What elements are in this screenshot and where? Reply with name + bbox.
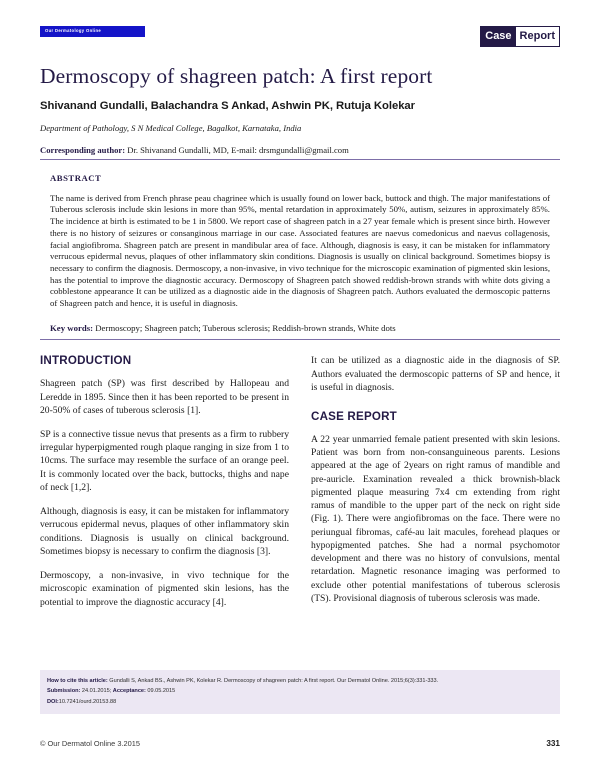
paragraph: SP is a connective tissue nevus that presents as a firm to rubbery irregular hyperpigmented rough plaque ranging in size from 1 to 10cms. The surface may resemble the surface of an orange peel. It is commonly located over the back, buttocks, thighs and nape of neck [1,2]. xyxy=(40,428,289,493)
page-number: 331 xyxy=(546,739,560,748)
paragraph: Dermoscopy, a non-invasive, in vivo technique for the microscopic examination of pigmented skin lesions, has the potential to improve the diagnostic accuracy [4]. xyxy=(40,570,289,608)
badge-case-label: Case xyxy=(481,27,515,46)
acceptance-value: 09.05.2015 xyxy=(147,688,176,695)
abstract-heading: ABSTRACT xyxy=(50,172,102,183)
abstract-section xyxy=(40,173,560,341)
keywords-value: Dermoscopy; Shagreen patch; Tuberous sclerosis; Reddish-brown strands, White dots xyxy=(95,322,396,333)
how-to-cite-label: How to cite this article: xyxy=(47,677,108,684)
paragraph: A 22 year unmarried female patient presented with skin lesions. Patient was born from non-consanguineous parents. Lesions appeared at the age of 2years on right ramus of mandible and pre-auricle. Examination revealed a thick brownish-black pigmented plaque measuring 7x4 cm extending from right ramus of mandible to the upper part of the neck on right side (Fig. 1). There were angiofibromas on the face. There were no periungual fibromas, café-au lait macules, forehead plaques or hypopigmented patches. She had a normal psychomotor development and there was no history of convulsions, mental retardation. Magnetic resonance imaging was performed to exclude other potential manifestations of tuberous sclerosis (TS). Provisional diagnosis of tuberous sclerosis was made. xyxy=(311,433,560,604)
doi-value[interactable]: 10.7241/ourd.20153.88 xyxy=(58,698,117,705)
article-type-badge xyxy=(480,26,560,47)
doi-line xyxy=(47,697,553,707)
left-column xyxy=(40,354,289,609)
how-to-cite-value: Gundalli S, Ankad BS., Ashwin PK, Kolekar R. Dermoscopy of shagreen patch: A first report. Our Dermatol Online. 2015;6(3):331-333. xyxy=(109,677,439,684)
masthead xyxy=(40,0,560,58)
page-footer xyxy=(40,739,560,748)
submission-label: Submission: xyxy=(47,688,81,695)
journal-logo: Our Dermatology Online xyxy=(40,26,145,37)
section-heading-introduction: INTRODUCTION xyxy=(40,354,132,368)
body-columns xyxy=(40,354,560,609)
doi-label: DOI: xyxy=(47,698,59,705)
badge-report-label: Report xyxy=(516,27,559,46)
submission-line xyxy=(47,686,553,696)
how-to-cite-line xyxy=(47,676,553,686)
abstract-body: The name is derived from French phrase peau chagrinee which is usually found on lower back, buttock and thigh. The major manifestations of Tuberous sclerosis include skin lesions in more than 95%, mental retardation in approximately 50%, autism, seizures in approximately 85%. The incidence at birth is estimated to be 1 in 5800. We report case of shagreen patch in a 27 year female which is present since birth. However there is no history of seizures or consanginous marriage in our case. Associated features are naevus comedonicus and naevus collagenosis, facial angiofibroma. Shagreen patch are present in mandibular area of face. Although, diagnosis is easy, it can be mistaken for inflammatory verrucous epidermal nevus, plaques of other inflammatory skin conditions. Diagnosis is usually on clinical background. Sometimes biopsy is necessary to confirm the diagnosis. Dermoscopy, a non-invasive, in vivo technique for the microscopic examination of pigmented skin lesions, has the potential to improve the diagnostic accuracy. Dermoscopy of Shagreen patch showed reddish-brown strands with white dots giving a cobblestone appearance It can be utilized as a diagnostic aide in the diagnosis of Shagreen patch. Authors evaluated the dermoscopic patterns of Shagreen patch and hence, it is useful in diagnosis. xyxy=(50,192,551,309)
author-list: Shivanand Gundalli, Balachandra S Ankad, Ashwin PK, Rutuja Kolekar xyxy=(40,99,416,112)
corresponding-author-label: Corresponding author: xyxy=(40,144,126,155)
corresponding-author-value: Dr. Shivanand Gundalli, MD, E-mail: drsmgundalli@gmail.com xyxy=(127,144,349,155)
submission-value: 24.01.2015; xyxy=(81,688,112,695)
right-column xyxy=(311,354,560,609)
citation-box xyxy=(40,670,560,714)
page-title: Dermoscopy of shagreen patch: A first report xyxy=(40,64,433,88)
corresponding-author xyxy=(40,145,560,160)
keywords-label: Key words: xyxy=(50,322,94,333)
affiliation: Department of Pathology, S N Medical College, Bagalkot, Karnataka, India xyxy=(40,122,302,133)
acceptance-label: Acceptance: xyxy=(112,688,146,695)
section-heading-case-report: CASE REPORT xyxy=(311,409,397,423)
paragraph: Shagreen patch (SP) was first described by Hallopeau and Leredde in 1895. Since then it has been reported to be present in 20-50% of cases of tuberous sclerosis [1]. xyxy=(40,378,289,416)
keywords xyxy=(50,323,550,334)
paragraph: It can be utilized as a diagnostic aide in the diagnosis of SP. Authors evaluated the dermoscopic patterns of SP and hence, it is useful in diagnosis. xyxy=(311,355,560,393)
copyright-notice: © Our Dermatol Online 3.2015 xyxy=(40,739,140,748)
paragraph: Although, diagnosis is easy, it can be mistaken for inflammatory verrucous epidermal nevus, plaques of other inflammatory skin conditions. Diagnosis is usually on clinical background. Sometimes biopsy is necessary to confirm the diagnosis [3]. xyxy=(40,506,289,557)
